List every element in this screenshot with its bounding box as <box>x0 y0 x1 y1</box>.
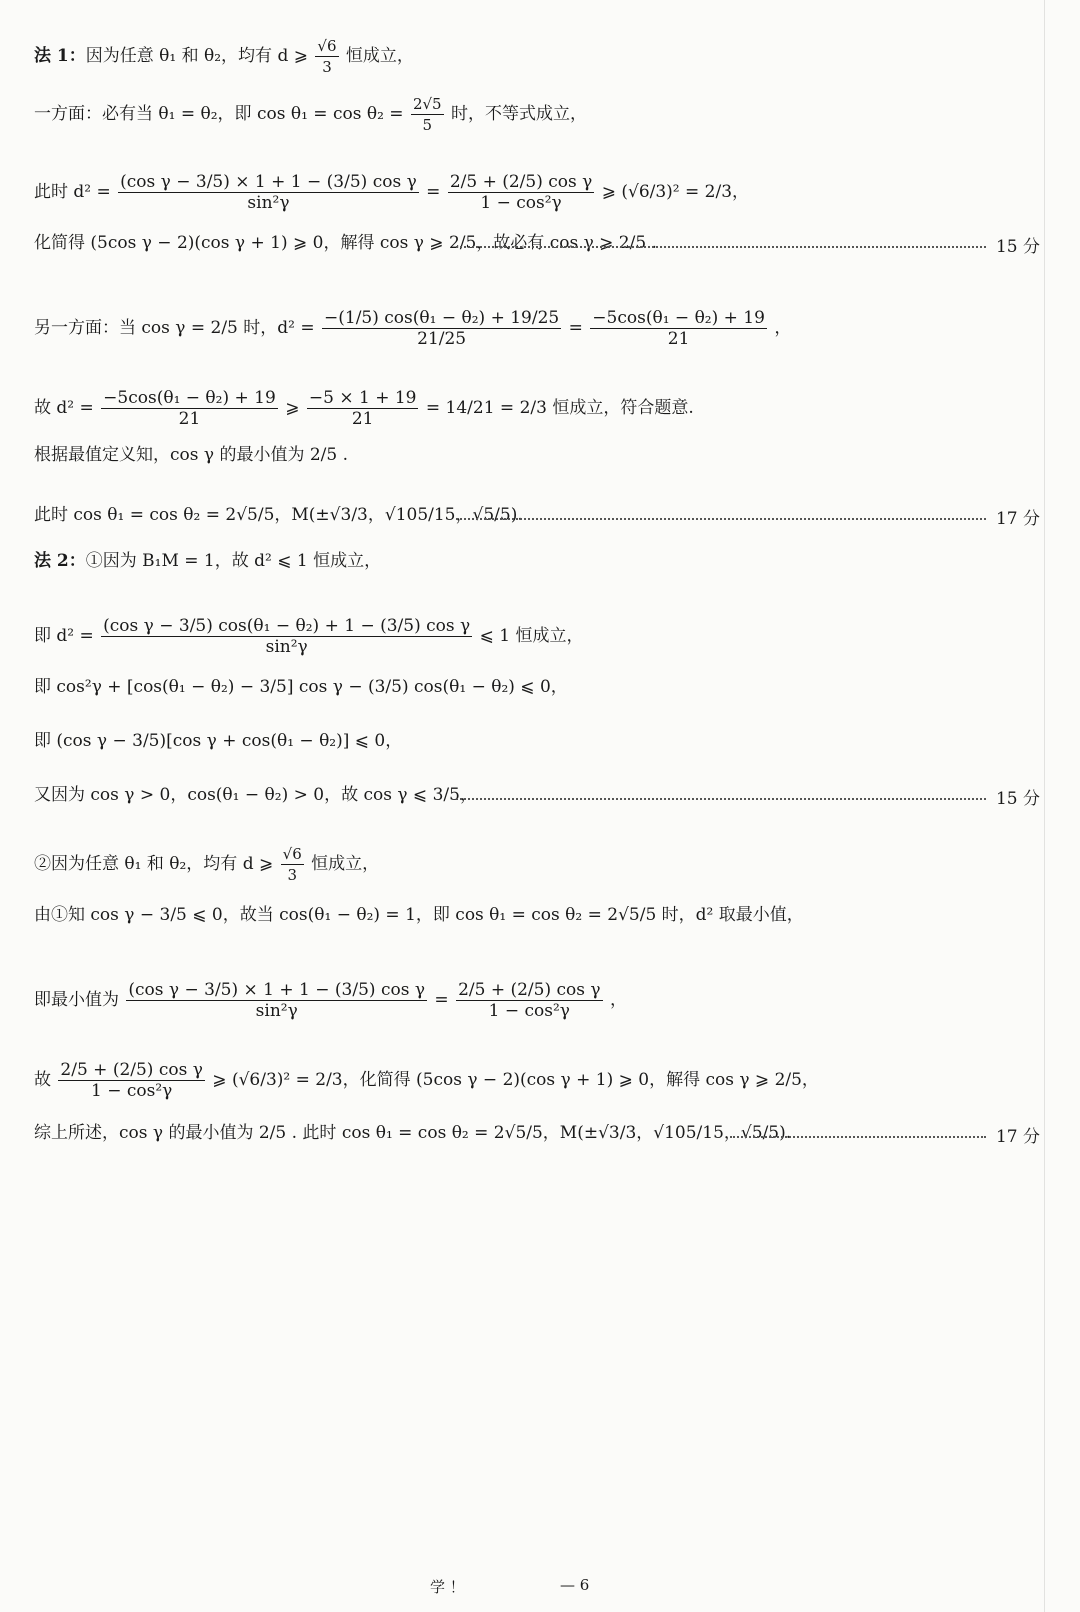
fraction: $\frac{√6}{3}$ <box>282 845 302 884</box>
score-mark: 17 分 <box>730 1122 1040 1147</box>
fraction: $\frac{2√5}{5}$ <box>412 95 442 134</box>
line-4: 化简得 (5cos γ − 2)(cos γ + 1) ⩾ 0，解得 cos γ ⩾ 2/5，故必有 cos γ ⩾ 2/5 . <box>34 233 657 253</box>
line-9: 法 2：①因为 B₁M = 1，故 d² ⩽ 1 恒成立， <box>34 551 382 571</box>
fraction: $\frac{\text{(cos γ − 3/5) × 1 + 1 − (3/5) cos γ}}{\text{sin²γ}}$ <box>128 980 425 1021</box>
line-2: 一方面：必有当 θ₁ = θ₂，即 cos θ₁ = cos θ₂ = $\frac{2√5}{5}$ 时，不等式成立， <box>34 95 587 134</box>
score-mark: 15 分 <box>456 784 1040 809</box>
leader-dots <box>456 518 986 520</box>
line-18: 综上所述，cos γ 的最小值为 2/5 . 此时 cos θ₁ = cos θ₂ = 2√5/5，M(±√3/3，√105/15，√5/5). <box>34 1123 792 1143</box>
page-edge-divider <box>1044 0 1045 1612</box>
leader-dots <box>456 798 986 800</box>
line-12: 即 (cos γ − 3/5)[cos γ + cos(θ₁ − θ₂)] ⩽ 0， <box>34 731 403 751</box>
line-8: 此时 cos θ₁ = cos θ₂ = 2√5/5，M(±√3/3，√105/15，√5/5). <box>34 505 523 525</box>
footer-left-text: 学 ！ <box>430 1578 465 1596</box>
line-7: 根据最值定义知，cos γ 的最小值为 2/5 . <box>34 445 349 465</box>
fraction: $\frac{\text{(cos γ − 3/5) cos(θ₁ − θ₂) + 1 − (3/5) cos γ}}{\text{sin²γ}}$ <box>103 616 471 657</box>
fraction: $\frac{\text{2/5 + (2/5) cos γ}}{\text{1 − cos²γ}}$ <box>60 1060 203 1101</box>
line-16: 即最小值为 $\frac{\text{(cos γ − 3/5) × 1 + 1 − (3/5) cos γ}}{\text{sin²γ}}$ = $\frac{\text{2/5 + (2/5) cos γ}}{\text{1 − cos²γ}}$ ， <box>34 980 627 1021</box>
page-number: — 6 <box>560 1576 590 1594</box>
fraction: $\frac{\text{2/5 + (2/5) cos γ}}{\text{1 − cos²γ}}$ <box>458 980 601 1021</box>
line-13: 又因为 cos γ > 0，cos(θ₁ − θ₂) > 0，故 cos γ ⩽ 3/5， <box>34 785 477 805</box>
line-6: 故 d² = $\frac{\text{−5cos(θ₁ − θ₂) + 19}}{21}$ ⩾ $\frac{-5 \times 1 + 19}{21}$ = 14/21 = 2/3 恒成立，符合题意. <box>34 388 694 429</box>
fraction: $\frac{\text{(cos γ − 3/5) × 1 + 1 − (3/5) cos γ}}{\text{sin²γ}}$ <box>120 172 417 213</box>
fraction: $\frac{\text{−5cos(θ₁ − θ₂) + 19}}{21}$ <box>103 388 276 429</box>
line-11: 即 cos²γ + [cos(θ₁ − θ₂) − 3/5] cos γ − (3/5) cos(θ₁ − θ₂) ⩽ 0， <box>34 677 568 697</box>
method-label: 法 2： <box>34 551 86 571</box>
score-mark: 17 分 <box>456 504 1040 529</box>
line-15: 由①知 cos γ − 3/5 ⩽ 0，故当 cos(θ₁ − θ₂) = 1，即 cos θ₁ = cos θ₂ = 2√5/5 时，d² 取最小值， <box>34 905 804 925</box>
line-3: 此时 d² = $\frac{\text{(cos γ − 3/5) × 1 + 1 − (3/5) cos γ}}{\text{sin²γ}}$ = $\frac{\text{2/5 + (2/5) cos γ}}{\text{1 − cos²γ}}$ ⩾ (√6/3)² = 2/3， <box>34 172 750 213</box>
line-1: 法 1：因为任意 θ₁ 和 θ₂，均有 d ⩾ $\frac{√6}{3}$ 恒成立， <box>34 37 414 76</box>
fraction: $\frac{-5 \times 1 + 19}{21}$ <box>308 388 417 429</box>
method-label: 法 1： <box>34 46 86 66</box>
leader-dots <box>456 246 986 248</box>
fraction: $\frac{\text{−(1/5) cos(θ₁ − θ₂) + 19/25}}{21/25}$ <box>324 308 560 349</box>
line-17: 故 $\frac{\text{2/5 + (2/5) cos γ}}{\text{1 − cos²γ}}$ ⩾ (√6/3)² = 2/3，化简得 (5cos γ − 2)(cos γ + 1) ⩾ 0，解得 cos γ ⩾ 2/5， <box>34 1060 819 1101</box>
score-mark: 15 分 <box>456 232 1040 257</box>
line-10: 即 d² = $\frac{\text{(cos γ − 3/5) cos(θ₁ − θ₂) + 1 − (3/5) cos γ}}{\text{sin²γ}}$ ⩽ 1 恒成立， <box>34 616 584 657</box>
fraction: $\frac{\text{−5cos(θ₁ − θ₂) + 19}}{21}$ <box>592 308 765 349</box>
line-5: 另一方面：当 cos γ = 2/5 时，d² = $\frac{\text{−(1/5) cos(θ₁ − θ₂) + 19/25}}{21/25}$ = $\frac{\text{−5cos(θ₁ − θ₂) + 19}}{21}$ ， <box>34 308 792 349</box>
fraction: $\frac{√6}{3}$ <box>317 37 337 76</box>
line-14: ②因为任意 θ₁ 和 θ₂，均有 d ⩾ $\frac{√6}{3}$ 恒成立， <box>34 845 380 884</box>
leader-dots <box>730 1136 986 1138</box>
fraction: $\frac{\text{2/5 + (2/5) cos γ}}{\text{1 − cos²γ}}$ <box>449 172 593 213</box>
